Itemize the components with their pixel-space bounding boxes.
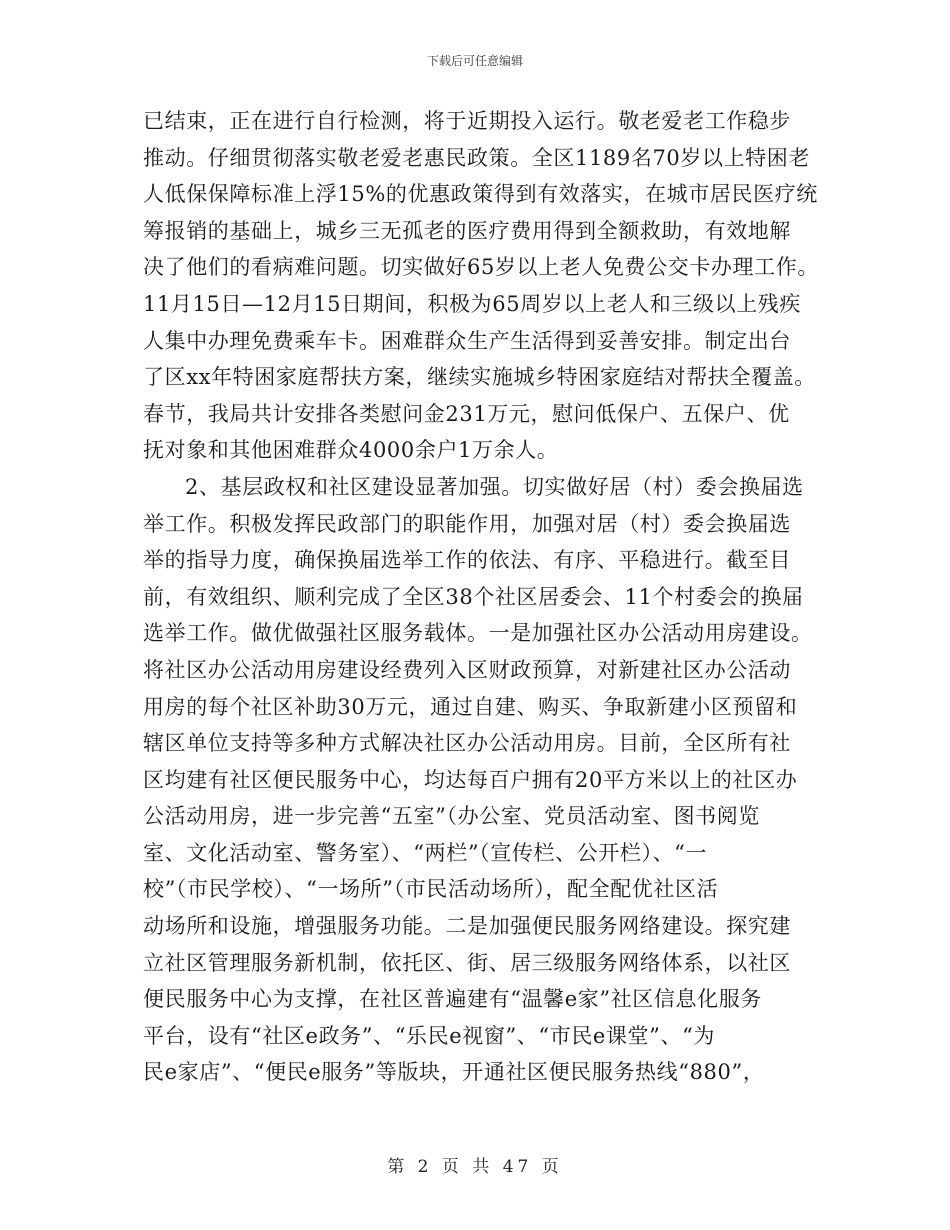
text-line: 公活动用房，进一步完善“五室”（办公室、党员活动室、图书阅览 [143, 804, 760, 829]
text-line: 筹报销的基础上，城乡三无孤老的医疗费用得到全额救助，有效地解 [143, 218, 791, 243]
text-line: 已结束，正在进行自行检测，将于近期投入运行。敬老爱老工作稳步 [143, 109, 791, 133]
text-line: 举的指导力度，确保换届选举工作的依法、有序、平稳进行。截至目 [143, 548, 791, 573]
text-line: 民e家店”、“便民e服务”等版块，开通社区便民服务热线“880”， [143, 1060, 765, 1085]
page-number-footer: 第 2 页 共 47 页 [387, 1157, 563, 1177]
text-line: 春节，我局共计安排各类慰问金231万元，慰问低保户、五保户、优 [143, 401, 790, 426]
text-line: 人低保保障标准上浮15%的优惠政策得到有效落实，在城市居民医疗统 [143, 182, 818, 207]
text-line: 校”（市民学校）、“一场所”（市民活动场所），配全配优社区活 [143, 877, 719, 902]
text-line: 便民服务中心为支撑，在社区普遍建有“温馨e家”社区信息化服务 [143, 987, 762, 1012]
text-line: 11月15日—12月15日期间，积极为65周岁以上老人和三级以上残疾 [143, 291, 802, 316]
text-line: 辖区单位支持等多种方式解决社区办公活动用房。目前，全区所有社 [143, 731, 791, 756]
text-line: 平台，设有“社区e政务”、“乐民e视窗”、“市民e课堂”、“为 [143, 1023, 716, 1048]
header-note: 下载后可任意编辑 [426, 54, 523, 68]
text-line: 将社区办公活动用房建设经费列入区财政预算，对新建社区办公活动 [143, 657, 791, 682]
text-line: 动场所和设施，增强服务功能。二是加强便民服务网络建设。探究建 [143, 914, 791, 939]
text-line: 选举工作。做优做强社区服务载体。一是加强社区办公活动用房建设。 [143, 621, 813, 646]
body-text [143, 103, 819, 1091]
text-line: 区均建有社区便民服务中心，均达每百户拥有20平方米以上的社区办 [143, 767, 798, 792]
text-line: 抚对象和其他困难群众4000余户1万余人。 [143, 438, 559, 463]
text-line: 举工作。积极发挥民政部门的职能作用，加强对居（村）委会换届选 [143, 511, 791, 536]
paragraph-start-line: 2、基层政权和社区建设显著加强。切实做好居（村）委会换届选 [185, 474, 804, 499]
text-line: 室、文化活动室、警务室）、“两栏”（宣传栏、公开栏）、“一 [143, 840, 708, 865]
text-line: 人集中办理免费乘车卡。困难群众生产生活得到妥善安排。制定出台 [143, 328, 791, 353]
text-line: 立社区管理服务新机制，依托区、街、居三级服务网络体系，以社区 [143, 950, 791, 975]
text-line: 决了他们的看病难问题。切实做好65岁以上老人免费公交卡办理工作。 [143, 255, 819, 280]
text-line: 了区xx年特困家庭帮扶方案，继续实施城乡特困家庭结对帮扶全覆盖。 [143, 365, 816, 390]
text-line: 推动。仔细贯彻落实敬老爱老惠民政策。全区1189名70岁以上特困老 [143, 145, 810, 170]
text-line: 前，有效组织、顺利完成了全区38个社区居委会、11个村委会的换届 [143, 584, 804, 609]
text-line: 用房的每个社区补助30万元，通过自建、购买、争取新建小区预留和 [143, 694, 798, 719]
